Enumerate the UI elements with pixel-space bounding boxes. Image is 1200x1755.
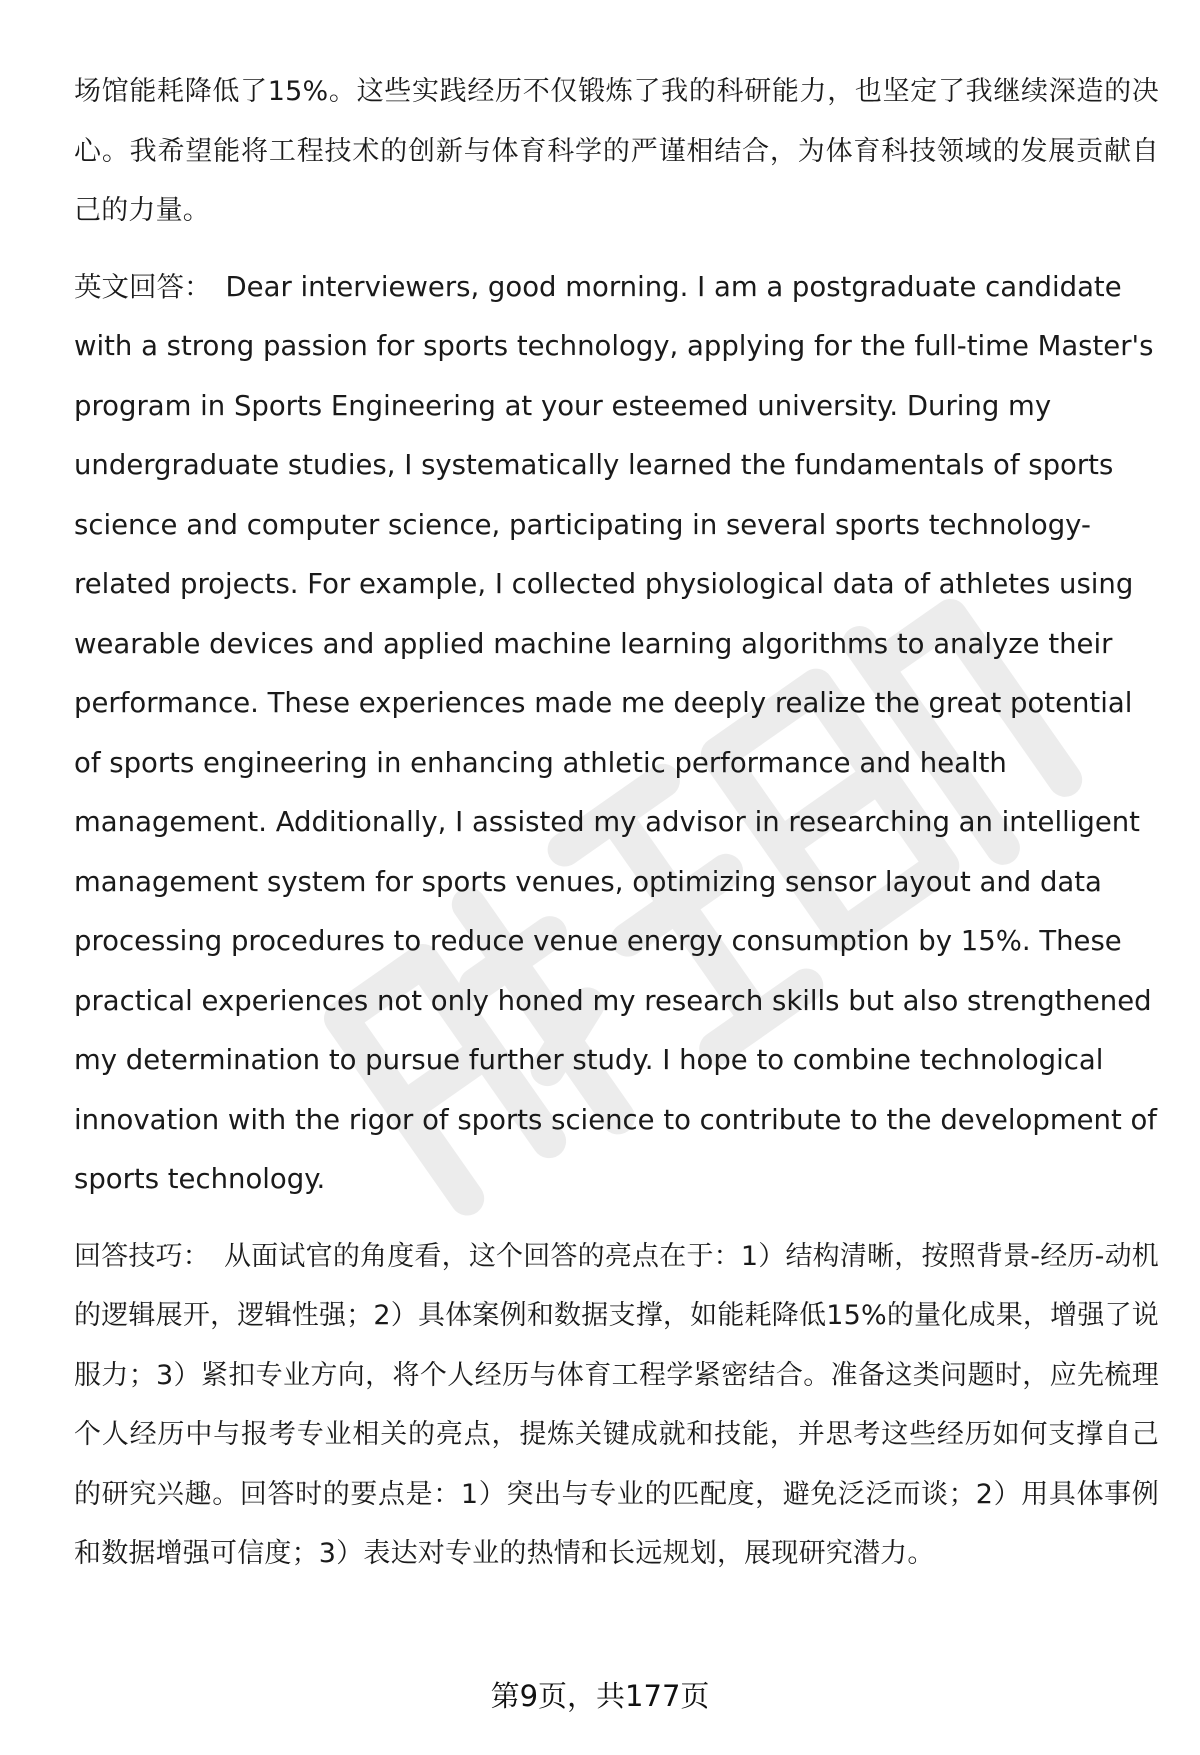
document-body: [74, 62, 1159, 1584]
answer-tips-paragraph: [74, 1227, 1159, 1584]
page-footer: [0, 1676, 1200, 1716]
page-indicator: 第9页，共177页: [490, 1679, 710, 1713]
answer-tips-text: 从面试官的角度看，这个回答的亮点在于：1）结构清晰，按照背景-经历-动机的逻辑展开，逻辑性强；2）具体案例和数据支撑，如能耗降低15%的量化成果，增强了说服力；3）紧扣专业方向，将个人经历与体育工程学紧密结合。准备这类问题时，应先梳理个人经历中与报考专业相关的亮点，提炼关键成就和技能，并思考这些经历如何支撑自己的研究兴趣。回答时的要点是：1）突出与专业的匹配度，避免泛泛而谈；2）用具体事例和数据增强可信度；3）表达对专业的热情和长远规划，展现研究潜力。: [74, 1240, 1159, 1569]
english-answer-text: Dear interviewers, good morning. I am a postgraduate candidate with a strong passion for sports technology, applying for the full-time Master's program in Sports Engineering at your esteemed university. During my undergraduate studies, I systematically learned the fundamentals of sports science and computer science, participating in several sports technology-related projects. For example, I collected physiological data of athletes using wearable devices and applied machine learning algorithms to analyze their performance. These experiences made me deeply realize the great potential of sports engineering in enhancing athletic performance and health management. Additionally, I assisted my advisor in researching an intelligent management system for sports venues, optimizing sensor layout and data processing procedures to reduce venue energy consumption by 15%. These practical experiences not only honed my research skills but also strengthened my determination to pursue further study. I hope to combine technological innovation with the rigor of sports science to contribute to the development of sports technology.: [74, 270, 1157, 1195]
intro-paragraph: [74, 62, 1159, 241]
paragraph-gap: [74, 1210, 1159, 1227]
english-answer-paragraph: [74, 258, 1159, 1210]
answer-tips-label: 回答技巧：: [74, 1240, 211, 1272]
intro-paragraph-text: 场馆能耗降低了15%。这些实践经历不仅锻炼了我的科研能力，也坚定了我继续深造的决心。我希望能将工程技术的创新与体育科学的严谨相结合，为体育科技领域的发展贡献自己的力量。: [74, 76, 1159, 226]
english-answer-label: 英文回答：: [74, 270, 212, 303]
paragraph-gap: [74, 241, 1159, 258]
